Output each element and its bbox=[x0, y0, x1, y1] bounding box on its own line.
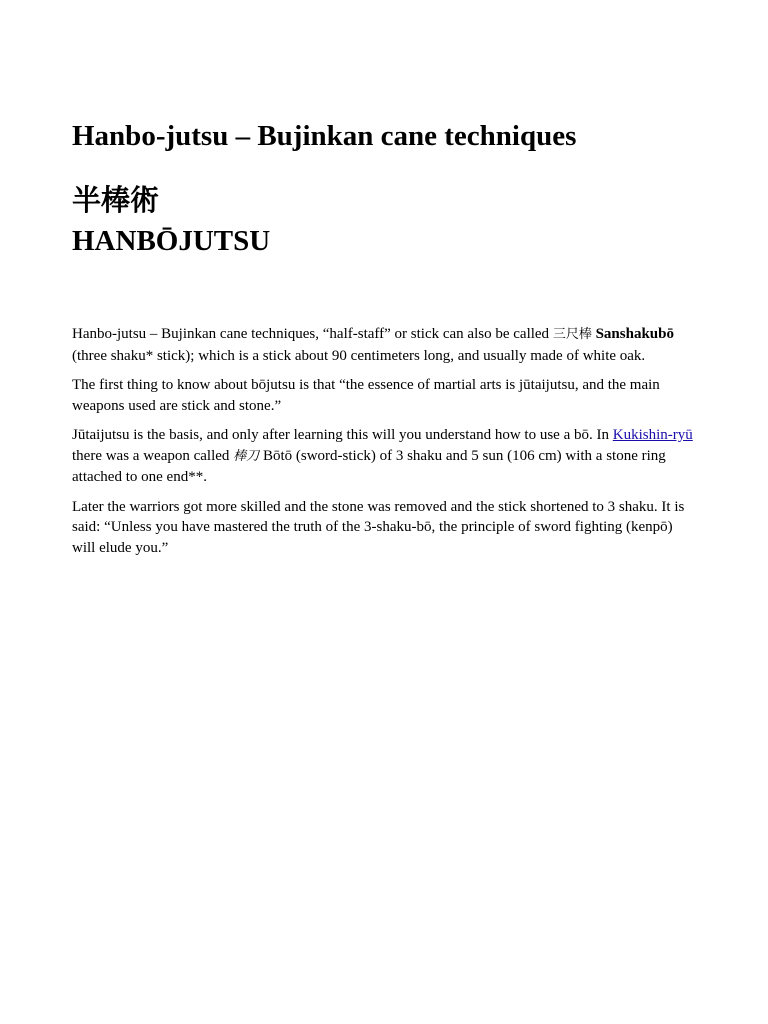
page-title: Hanbo-jutsu – Bujinkan cane techniques bbox=[72, 120, 577, 152]
kukishin-ryu-link[interactable]: Kukishin-ryū bbox=[612, 427, 693, 443]
kanji-boto: 棒刀 bbox=[233, 448, 260, 464]
paragraph-bojutsu-essence bbox=[72, 375, 698, 416]
paragraph-text: Later the warriors got more skilled and the stone was removed and the stick shortened to 3 shaku. It is said: “Unless you have mastered the truth of the 3-shaku-bō, the principle of sword fighting (kenpō) will elude you.” bbox=[72, 498, 685, 556]
term-sanshakubo: Sanshakubō bbox=[595, 326, 674, 342]
paragraph-text: Bōtō (sword-stick) of 3 shaku and 5 sun (106 cm) with a stone ring attached to one end**. bbox=[72, 447, 666, 485]
article-body bbox=[72, 324, 698, 567]
romaji-heading: HANBŌJUTSU bbox=[72, 225, 271, 257]
paragraph-text: (three shaku* stick); which is a stick about 90 centimeters long, and usually made of white oak. bbox=[72, 347, 646, 364]
paragraph-jutaijutsu bbox=[72, 425, 698, 488]
paragraph-sanshakubo bbox=[72, 324, 698, 366]
paragraph-text: Hanbo-jutsu – Bujinkan cane techniques, “half-staff” or stick can also be called bbox=[72, 326, 553, 342]
kanji-sanshakubo: 三尺棒 bbox=[552, 327, 592, 342]
kanji-heading: 半棒術 bbox=[72, 183, 160, 217]
paragraph-text: The first thing to know about bōjutsu is that “the essence of martial arts is jūtaijutsu, and the main weapons used are stick and stone.” bbox=[72, 377, 660, 414]
paragraph-three-shaku bbox=[72, 497, 698, 559]
paragraph-text: Jūtaijutsu is the basis, and only after learning this will you understand how to use a bō. In bbox=[72, 427, 613, 443]
paragraph-text: there was a weapon called bbox=[72, 447, 234, 464]
